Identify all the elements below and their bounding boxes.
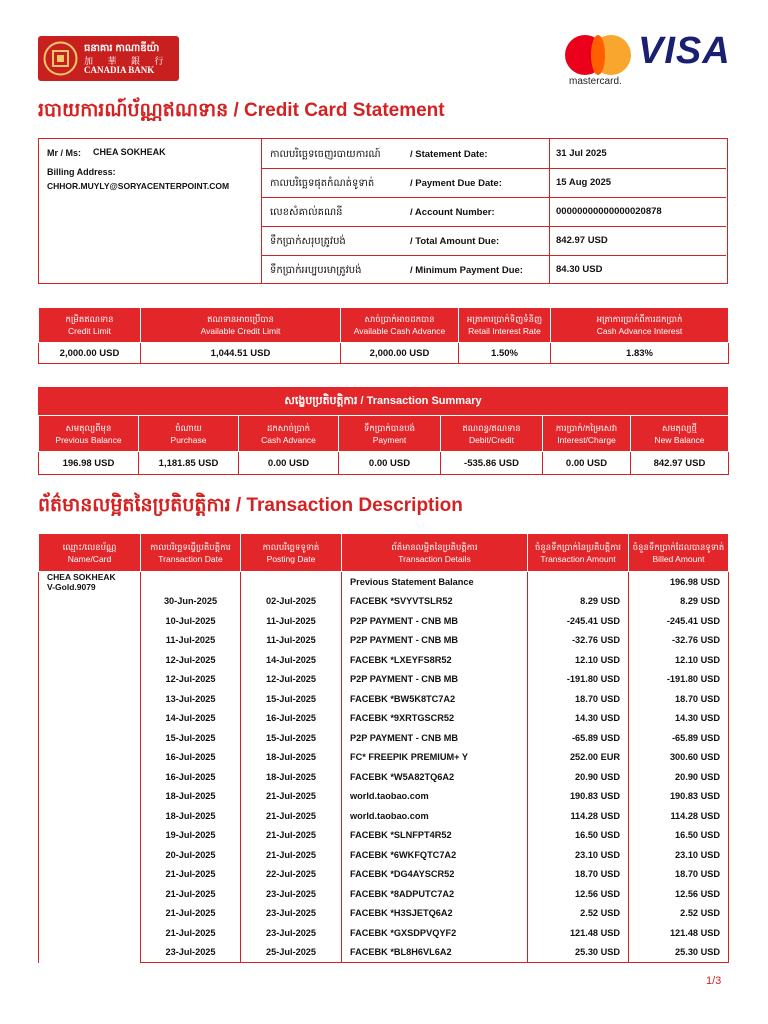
- posting-date: 11-Jul-2025: [241, 611, 342, 631]
- transaction-summary-title: សង្ខេបប្រតិបត្តិការ / Transaction Summary: [38, 387, 728, 415]
- summary-header: សមតុល្យថ្មី New Balance: [631, 416, 729, 452]
- limits-header: អត្រាការប្រាក់ទិញទំនិញ Retail Interest Rate: [459, 308, 551, 343]
- posting-date: 18-Jul-2025: [241, 767, 342, 787]
- transactions-header: កាលបរិច្ឆេទធ្វើប្រតិបត្តិការ Transaction Date: [141, 534, 241, 572]
- transaction-date: 18-Jul-2025: [141, 806, 241, 826]
- transaction-details: FACEBK *H3SJETQ6A2: [342, 904, 528, 924]
- billed-amount: 190.83 USD: [629, 787, 729, 807]
- summary-header: សមតុល្យពីមុន Previous Balance: [39, 416, 139, 452]
- payment-value: 0.00 USD: [339, 452, 441, 475]
- transaction-date: 12-Jul-2025: [141, 670, 241, 690]
- transaction-details: FACEBK *DG4AYSCR52: [342, 865, 528, 885]
- table-row: [39, 943, 729, 963]
- transaction-date: 19-Jul-2025: [141, 826, 241, 846]
- billed-amount: 18.70 USD: [629, 865, 729, 885]
- transactions-header: កាលបរិច្ឆេទទូទាត់ Posting Date: [241, 534, 342, 572]
- transaction-details: P2P PAYMENT - CNB MB: [342, 728, 528, 748]
- posting-date: [241, 572, 342, 592]
- summary-header: ចំណាយ Purchase: [139, 416, 239, 452]
- billed-amount: -191.80 USD: [629, 670, 729, 690]
- transaction-date: 13-Jul-2025: [141, 689, 241, 709]
- transaction-amount: 12.56 USD: [528, 884, 629, 904]
- transaction-amount: 114.28 USD: [528, 806, 629, 826]
- transaction-amount: 14.30 USD: [528, 709, 629, 729]
- bank-name-khmer: ធនាគារ កាណាឌីយ៉ា: [84, 43, 160, 54]
- billed-amount: 14.30 USD: [629, 709, 729, 729]
- credit-limit-value: 2,000.00 USD: [39, 343, 141, 364]
- billed-amount: 8.29 USD: [629, 592, 729, 612]
- transaction-details: FC* FREEPIK PREMIUM+ Y: [342, 748, 528, 768]
- table-row: [39, 611, 729, 631]
- posting-date: 21-Jul-2025: [241, 845, 342, 865]
- transaction-amount: 18.70 USD: [528, 865, 629, 885]
- table-row: [39, 592, 729, 612]
- mastercard-overlap: [591, 35, 605, 75]
- summary-row: [39, 452, 729, 475]
- billed-amount: 16.50 USD: [629, 826, 729, 846]
- posting-date: 23-Jul-2025: [241, 884, 342, 904]
- limits-header: អត្រាការប្រាក់ពីការដកប្រាក់ Cash Advance Interest: [551, 308, 729, 343]
- bank-name-chinese: 加 華 銀 行: [84, 56, 170, 66]
- billed-amount: -65.89 USD: [629, 728, 729, 748]
- transactions-body: [39, 572, 729, 963]
- table-row: [39, 884, 729, 904]
- transaction-amount: 190.83 USD: [528, 787, 629, 807]
- table-row: [39, 670, 729, 690]
- credit-limits-table: [38, 307, 729, 364]
- table-row: [39, 767, 729, 787]
- bank-logo: [38, 36, 179, 81]
- limits-header: ឥណទានអាចប្រើបាន Available Credit Limit: [141, 308, 341, 343]
- transactions-header: ឈ្មោះ/លេខប័ណ្ណ Name/Card: [39, 534, 141, 572]
- billed-amount: 300.60 USD: [629, 748, 729, 768]
- table-row: [39, 709, 729, 729]
- bank-name-english: CANADIA BANK: [84, 65, 155, 75]
- transaction-amount: 23.10 USD: [528, 845, 629, 865]
- customer-info-box: [38, 138, 262, 284]
- posting-date: 25-Jul-2025: [241, 943, 342, 963]
- transaction-amount: -191.80 USD: [528, 670, 629, 690]
- transaction-details: FACEBK *9XRTGSCR52: [342, 709, 528, 729]
- billing-address: CHHOR.MUYLY@SORYACENTERPOINT.COM: [47, 181, 230, 191]
- transaction-details: Previous Statement Balance: [342, 572, 528, 592]
- available-credit-value: 1,044.51 USD: [141, 343, 341, 364]
- billed-amount: 196.98 USD: [629, 572, 729, 592]
- transaction-amount: 12.10 USD: [528, 650, 629, 670]
- transaction-summary-table: [38, 415, 729, 475]
- transactions-header: ចំនួនទឹកប្រាក់ដែលបានទូទាត់ Billed Amount: [629, 534, 729, 572]
- limits-row: [39, 343, 729, 364]
- cardholder-cell: [39, 572, 141, 963]
- billed-amount: -32.76 USD: [629, 631, 729, 651]
- info-label-khmer: ទឹកប្រាក់អប្បបរមាត្រូវបង់: [270, 265, 362, 276]
- table-row: [39, 806, 729, 826]
- table-row: [39, 845, 729, 865]
- transaction-amount: 121.48 USD: [528, 923, 629, 943]
- posting-date: 23-Jul-2025: [241, 923, 342, 943]
- purchase-value: 1,181.85 USD: [139, 452, 239, 475]
- info-label-english: / Account Number:: [410, 207, 495, 218]
- transaction-date: 20-Jul-2025: [141, 845, 241, 865]
- transaction-amount: -32.76 USD: [528, 631, 629, 651]
- summary-header: ឥណពន្ធ/ឥណទាន Debit/Credit: [441, 416, 543, 452]
- transaction-details: FACEBK *BL8H6VL6A2: [342, 943, 528, 963]
- transaction-date: 21-Jul-2025: [141, 865, 241, 885]
- account-number-row: [262, 197, 726, 227]
- posting-date: 15-Jul-2025: [241, 728, 342, 748]
- transaction-amount: 18.70 USD: [528, 689, 629, 709]
- transaction-amount: 16.50 USD: [528, 826, 629, 846]
- mastercard-wordmark: mastercard.: [569, 76, 622, 87]
- table-row: [39, 904, 729, 924]
- transaction-details: world.taobao.com: [342, 806, 528, 826]
- billed-amount: 25.30 USD: [629, 943, 729, 963]
- transaction-date: 16-Jul-2025: [141, 748, 241, 768]
- page-number: 1/3: [706, 975, 722, 987]
- limits-header: សាច់ប្រាក់អាចដកបាន Available Cash Advance: [341, 308, 459, 343]
- transaction-date: [141, 572, 241, 592]
- transaction-date: 23-Jul-2025: [141, 943, 241, 963]
- billed-amount: 12.56 USD: [629, 884, 729, 904]
- new-balance-value: 842.97 USD: [631, 452, 729, 475]
- transaction-details: FACEBK *GXSDPVQYF2: [342, 923, 528, 943]
- transaction-details: FACEBK *SLNFPT4R52: [342, 826, 528, 846]
- billing-address-label: Billing Address:: [47, 167, 116, 177]
- transaction-date: 21-Jul-2025: [141, 923, 241, 943]
- customer-name-label: Mr / Ms:: [47, 148, 82, 158]
- transaction-date: 15-Jul-2025: [141, 728, 241, 748]
- transaction-amount: 20.90 USD: [528, 767, 629, 787]
- posting-date: 16-Jul-2025: [241, 709, 342, 729]
- transaction-date: 21-Jul-2025: [141, 904, 241, 924]
- posting-date: 22-Jul-2025: [241, 865, 342, 885]
- summary-header: ការប្រាក់/កម្រៃសេវា Interest/Charge: [543, 416, 631, 452]
- table-row: [39, 826, 729, 846]
- table-row: [39, 923, 729, 943]
- transaction-description-title: ព័ត៌មានលម្អិតនៃប្រតិបត្តិការ / Transaction Description: [38, 495, 463, 516]
- transaction-amount: [528, 572, 629, 592]
- transaction-details: P2P PAYMENT - CNB MB: [342, 611, 528, 631]
- transaction-date: 10-Jul-2025: [141, 611, 241, 631]
- statement-date-value: 31 Jul 2025: [556, 148, 607, 159]
- transaction-date: 12-Jul-2025: [141, 650, 241, 670]
- posting-date: 12-Jul-2025: [241, 670, 342, 690]
- transaction-date: 16-Jul-2025: [141, 767, 241, 787]
- available-cash-value: 2,000.00 USD: [341, 343, 459, 364]
- debit-credit-value: -535.86 USD: [441, 452, 543, 475]
- total-amount-due-row: [262, 226, 726, 256]
- transaction-amount: -245.41 USD: [528, 611, 629, 631]
- table-row: [39, 787, 729, 807]
- statement-date-row: [262, 139, 726, 169]
- transaction-details: FACEBK *6WKFQTC7A2: [342, 845, 528, 865]
- summary-header: ទឹកប្រាក់បានបង់ Payment: [339, 416, 441, 452]
- transaction-amount: 2.52 USD: [528, 904, 629, 924]
- customer-name: CHEA SOKHEAK: [93, 147, 166, 157]
- billed-amount: 12.10 USD: [629, 650, 729, 670]
- transaction-date: 14-Jul-2025: [141, 709, 241, 729]
- cash-advance-interest-value: 1.83%: [551, 343, 729, 364]
- payment-due-date-value: 15 Aug 2025: [556, 177, 612, 188]
- table-row: [39, 748, 729, 768]
- mastercard-logo: [565, 34, 635, 90]
- posting-date: 21-Jul-2025: [241, 806, 342, 826]
- cash-advance-value: 0.00 USD: [239, 452, 339, 475]
- billed-amount: 114.28 USD: [629, 806, 729, 826]
- transaction-details: FACEBK *LXEYFS8R52: [342, 650, 528, 670]
- transaction-details: P2P PAYMENT - CNB MB: [342, 631, 528, 651]
- transaction-details: FACEBK *8ADPUTC7A2: [342, 884, 528, 904]
- info-label-english: / Total Amount Due:: [410, 236, 500, 247]
- retail-interest-value: 1.50%: [459, 343, 551, 364]
- transactions-table: [38, 533, 729, 963]
- posting-date: 18-Jul-2025: [241, 748, 342, 768]
- card-number: V-Gold.9079: [47, 582, 96, 592]
- transactions-header: ព័ត៌មានលម្អិតនៃប្រតិបត្តិការ Transaction Details: [342, 534, 528, 572]
- billed-amount: 18.70 USD: [629, 689, 729, 709]
- posting-date: 14-Jul-2025: [241, 650, 342, 670]
- posting-date: 11-Jul-2025: [241, 631, 342, 651]
- table-row: [39, 572, 729, 592]
- account-number-value: 00000000000000020878: [556, 206, 662, 217]
- transaction-date: 11-Jul-2025: [141, 631, 241, 651]
- minimum-payment-due-value: 84.30 USD: [556, 264, 603, 275]
- billed-amount: -245.41 USD: [629, 611, 729, 631]
- transaction-amount: 25.30 USD: [528, 943, 629, 963]
- transaction-details: FACEBK *BW5K8TC7A2: [342, 689, 528, 709]
- table-row: [39, 865, 729, 885]
- summary-header: ដកសាច់ប្រាក់ Cash Advance: [239, 416, 339, 452]
- transaction-date: 18-Jul-2025: [141, 787, 241, 807]
- interest-charge-value: 0.00 USD: [543, 452, 631, 475]
- transactions-header: ចំនួនទឹកប្រាក់នៃប្រតិបត្តិការ Transaction Amount: [528, 534, 629, 572]
- posting-date: 23-Jul-2025: [241, 904, 342, 924]
- cardholder-name: CHEA SOKHEAK: [47, 572, 116, 582]
- billed-amount: 20.90 USD: [629, 767, 729, 787]
- table-row: [39, 728, 729, 748]
- transaction-details: world.taobao.com: [342, 787, 528, 807]
- transaction-amount: -65.89 USD: [528, 728, 629, 748]
- posting-date: 02-Jul-2025: [241, 592, 342, 612]
- billed-amount: 121.48 USD: [629, 923, 729, 943]
- info-label-khmer: កាលបរិច្ឆេទផុតកំណត់ទូទាត់: [270, 178, 375, 189]
- info-label-english: / Statement Date:: [410, 149, 488, 160]
- limits-header: កម្រិតឥណទាន Credit Limit: [39, 308, 141, 343]
- previous-balance-value: 196.98 USD: [39, 452, 139, 475]
- payment-due-date-row: [262, 168, 726, 198]
- transaction-amount: 252.00 EUR: [528, 748, 629, 768]
- table-row: [39, 689, 729, 709]
- statement-title: របាយការណ៍ប័ណ្ណឥណទាន / Credit Card Statement: [38, 100, 445, 121]
- posting-date: 15-Jul-2025: [241, 689, 342, 709]
- info-label-khmer: កាលបរិច្ឆេទចេញរបាយការណ៍: [270, 149, 381, 160]
- transaction-amount: 8.29 USD: [528, 592, 629, 612]
- statement-info-box: [262, 138, 728, 284]
- billed-amount: 2.52 USD: [629, 904, 729, 924]
- table-row: [39, 631, 729, 651]
- transaction-details: FACEBK *W5A82TQ6A2: [342, 767, 528, 787]
- info-label-khmer: ទឹកប្រាក់សរុបត្រូវបង់: [270, 236, 346, 247]
- table-row: [39, 650, 729, 670]
- posting-date: 21-Jul-2025: [241, 826, 342, 846]
- total-amount-due-value: 842.97 USD: [556, 235, 608, 246]
- transaction-details: FACEBK *SVYVTSLR52: [342, 592, 528, 612]
- transaction-details: P2P PAYMENT - CNB MB: [342, 670, 528, 690]
- posting-date: 21-Jul-2025: [241, 787, 342, 807]
- minimum-payment-due-row: [262, 255, 726, 284]
- info-label-english: / Minimum Payment Due:: [410, 265, 523, 276]
- transaction-date: 21-Jul-2025: [141, 884, 241, 904]
- visa-logo: VISA: [638, 30, 731, 72]
- info-label-english: / Payment Due Date:: [410, 178, 502, 189]
- bank-emblem-icon: [43, 41, 78, 76]
- billed-amount: 23.10 USD: [629, 845, 729, 865]
- info-label-khmer: លេខសំគាល់គណនី: [270, 207, 343, 218]
- transaction-date: 30-Jun-2025: [141, 592, 241, 612]
